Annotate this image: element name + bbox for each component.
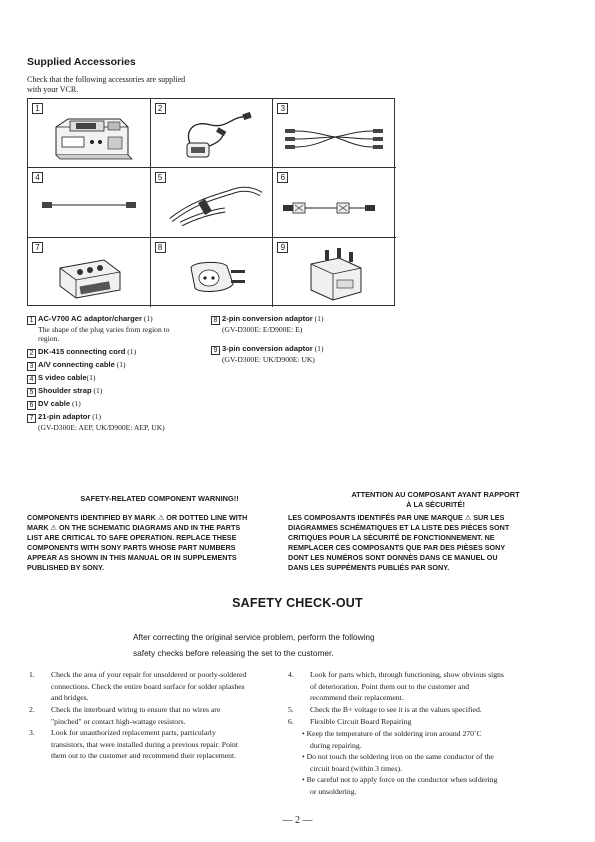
shoulder-strap-icon bbox=[151, 168, 273, 237]
bullet-line: • Be careful not to apply force on the conductor when soldering bbox=[302, 775, 498, 785]
bullet-list bbox=[302, 728, 568, 798]
safety-checkout-intro bbox=[133, 629, 453, 661]
list-item bbox=[27, 412, 227, 432]
step-line: Flexible Circuit Board Repairing bbox=[310, 717, 412, 726]
item-number: 8 bbox=[211, 316, 220, 325]
grid-cell bbox=[28, 238, 151, 307]
bullet-item bbox=[302, 728, 568, 751]
safety-checkout-title: SAFETY CHECK-OUT bbox=[232, 596, 363, 610]
warning-line: DONT LES NUMÉROS SONT DONNÈS DANS CE MANUEL OU bbox=[288, 553, 498, 563]
warning-title-fr bbox=[303, 490, 568, 510]
grid-cell bbox=[151, 99, 274, 168]
cell-number: 4 bbox=[32, 172, 43, 183]
item-qty: (1) bbox=[314, 314, 324, 323]
grid-cell bbox=[273, 238, 396, 307]
bullet-line: or unsoldering. bbox=[310, 786, 357, 796]
step-line: Check the interboard wiring to ensure that no wires are bbox=[51, 705, 221, 714]
section-title: Supplied Accessories bbox=[27, 56, 136, 68]
accessory-grid bbox=[27, 98, 395, 306]
list-item bbox=[27, 360, 126, 371]
item-note: (GV-D300E: UK/D900E: UK) bbox=[222, 355, 315, 364]
item-qty: (1) bbox=[93, 386, 103, 395]
step-line: of deterioration. Point them out to the customer and bbox=[310, 681, 470, 691]
s-video-cable-icon bbox=[28, 168, 150, 237]
cell-number: 6 bbox=[277, 172, 288, 183]
item-number: 7 bbox=[27, 414, 36, 423]
item-name: S video cable bbox=[38, 373, 87, 382]
item-number: 3 bbox=[27, 362, 36, 371]
item-qty: (1) bbox=[71, 399, 81, 408]
connecting-cord-icon bbox=[151, 99, 273, 168]
step-number: 1. bbox=[29, 670, 35, 679]
av-cable-icon bbox=[273, 99, 395, 168]
warning-line: REMPLACER CES COMPOSANTS QUE PAR DES PIÈSES SONY bbox=[288, 543, 506, 553]
cell-number: 2 bbox=[155, 103, 166, 114]
item-number: 9 bbox=[211, 346, 220, 355]
item-qty: (1) bbox=[314, 344, 324, 353]
item-name: 21-pin adaptor bbox=[38, 412, 91, 421]
list-item bbox=[27, 347, 136, 358]
warning-line: LES COMPOSANTS IDENTIFÉS PAR UNE MARQUE ⚠ SUR LES bbox=[288, 513, 505, 522]
item-name: 3-pin conversion adaptor bbox=[222, 344, 313, 353]
grid-cell bbox=[151, 238, 274, 307]
warning-line: DANS LES SUPPÉMENTS PUBLIÉS PAR SONY. bbox=[288, 563, 450, 573]
2-pin-adaptor-icon bbox=[151, 238, 273, 307]
item-qty: (1) bbox=[92, 412, 102, 421]
grid-cell bbox=[28, 168, 151, 237]
item-name: A/V connecting cable bbox=[38, 360, 115, 369]
cell-number: 3 bbox=[277, 103, 288, 114]
step-line: connections. Check the entire board surface for solder splashes bbox=[51, 681, 245, 691]
page-number: — 2 — bbox=[282, 815, 313, 826]
cell-number: 9 bbox=[277, 242, 288, 253]
item-name: DV cable bbox=[38, 399, 71, 408]
item-note: (GV-D300E: E/D900E: E) bbox=[222, 325, 303, 334]
cell-number: 1 bbox=[32, 103, 43, 114]
step-number: 2. bbox=[29, 705, 35, 714]
dv-cable-icon bbox=[273, 168, 395, 237]
warning-line: COMPONENTS WITH SONY PARTS WHOSE PART NUMBERS bbox=[27, 543, 236, 553]
cell-number: 8 bbox=[155, 242, 166, 253]
warning-line: APPEAR AS SHOWN IN THIS MANUAL OR IN SUPPLEMENTS bbox=[27, 553, 237, 563]
warning-line: MARK ⚠ ON THE SCHEMATIC DIAGRAMS AND IN THE PARTS bbox=[27, 523, 241, 533]
step-line: Check the B+ voltage to see it is at the values specified. bbox=[310, 705, 482, 714]
item-number: 5 bbox=[27, 388, 36, 397]
grid-cell bbox=[28, 99, 151, 168]
item-qty: (1) bbox=[116, 360, 126, 369]
intro-line: safety checks before releasing the set to the customer. bbox=[133, 648, 334, 658]
list-item bbox=[27, 399, 81, 410]
item-number: 4 bbox=[27, 375, 36, 384]
warning-line: PUBLISHED BY SONY. bbox=[27, 563, 104, 573]
list-item bbox=[27, 314, 217, 344]
bullet-item bbox=[302, 751, 568, 774]
step-line: "pinched" or contact high-wattage resistors. bbox=[51, 716, 186, 726]
step-line: Check the area of your repair for unsoldered or poorly-soldered bbox=[51, 670, 247, 679]
item-name: Shoulder strap bbox=[38, 386, 92, 395]
item-note: region. bbox=[38, 334, 60, 344]
step-line: Look for unauthorized replacement parts, particularly bbox=[51, 728, 216, 737]
item-name: 2-pin conversion adaptor bbox=[222, 314, 313, 323]
warning-line: LIST ARE CRITICAL TO SAFE OPERATION. REPLACE THESE bbox=[27, 533, 237, 543]
21-pin-adaptor-icon bbox=[28, 238, 150, 307]
warning-body-fr bbox=[288, 513, 568, 574]
list-item bbox=[211, 344, 401, 364]
grid-cell bbox=[151, 168, 274, 237]
item-number: 2 bbox=[27, 349, 36, 358]
item-qty: (1) bbox=[143, 314, 153, 323]
list-item bbox=[27, 386, 102, 397]
warning-title-en: SAFETY-RELATED COMPONENT WARNING!! bbox=[80, 494, 239, 503]
bullet-item bbox=[302, 774, 568, 797]
charger-icon bbox=[28, 99, 150, 168]
item-name: DK-415 connecting cord bbox=[38, 347, 126, 356]
step-number: 3. bbox=[29, 728, 35, 737]
bullet-line: • Do not touch the soldering iron on the same conductor of the bbox=[302, 752, 494, 762]
grid-cell bbox=[273, 168, 396, 237]
step-line: them out to the customer and recommend their replacement. bbox=[51, 751, 237, 761]
step-line: transistors, that were installed during a previous repair. Point bbox=[51, 739, 239, 749]
warning-line: DIAGRAMMES SCHÉMATIQUES ET LA LISTE DES PIÈCES SONT bbox=[288, 523, 510, 533]
bullet-line: circuit board (within 3 times). bbox=[310, 763, 403, 773]
list-item bbox=[27, 373, 95, 384]
step-line: recommend their replacement. bbox=[310, 693, 404, 703]
step-number: 5. bbox=[288, 705, 294, 714]
cell-number: 5 bbox=[155, 172, 166, 183]
warning-line: CRITIQUES POUR LA SÉCURITÉ DE FONCTIONNEMENT. NE bbox=[288, 533, 495, 543]
list-item bbox=[211, 314, 401, 334]
warning-title-line: ATTENTION AU COMPOSANT AYANT RAPPORT bbox=[351, 490, 520, 499]
item-number: 1 bbox=[27, 316, 36, 325]
bullet-line: • Keep the temperature of the soldering iron around 270˚C bbox=[302, 729, 482, 738]
step-line: Look for parts which, through functioning, show obvious signs bbox=[310, 670, 504, 679]
step-line: and bridges. bbox=[51, 693, 89, 703]
grid-cell bbox=[273, 99, 396, 168]
item-name: AC-V700 AC adaptor/charger bbox=[38, 314, 142, 323]
item-number: 6 bbox=[27, 401, 36, 410]
intro-line: with your VCR. bbox=[27, 85, 79, 94]
step-number: 6. bbox=[288, 717, 294, 726]
intro-line: After correcting the original service problem, perform the following bbox=[133, 632, 375, 642]
cell-number: 7 bbox=[32, 242, 43, 253]
warning-line: COMPONENTS IDENTIFIED BY MARK ⚠ OR DOTTED LINE WITH bbox=[27, 513, 248, 522]
item-qty: (1) bbox=[127, 347, 137, 356]
item-qty: (1) bbox=[86, 373, 96, 382]
item-note: The shape of the plug varies from region to bbox=[38, 325, 170, 334]
warning-body-en bbox=[27, 513, 292, 574]
warning-title-line: À LA SÉCURITÉ! bbox=[406, 500, 465, 509]
bullet-line: during repairing. bbox=[310, 740, 362, 750]
3-pin-adaptor-icon bbox=[273, 238, 395, 307]
intro-line: Check that the following accessories are supplied bbox=[27, 75, 186, 84]
item-note: (GV-D300E: AEP, UK/D900E: AEP, UK) bbox=[38, 423, 165, 432]
step-number: 4. bbox=[288, 670, 294, 679]
section-intro bbox=[27, 75, 217, 95]
